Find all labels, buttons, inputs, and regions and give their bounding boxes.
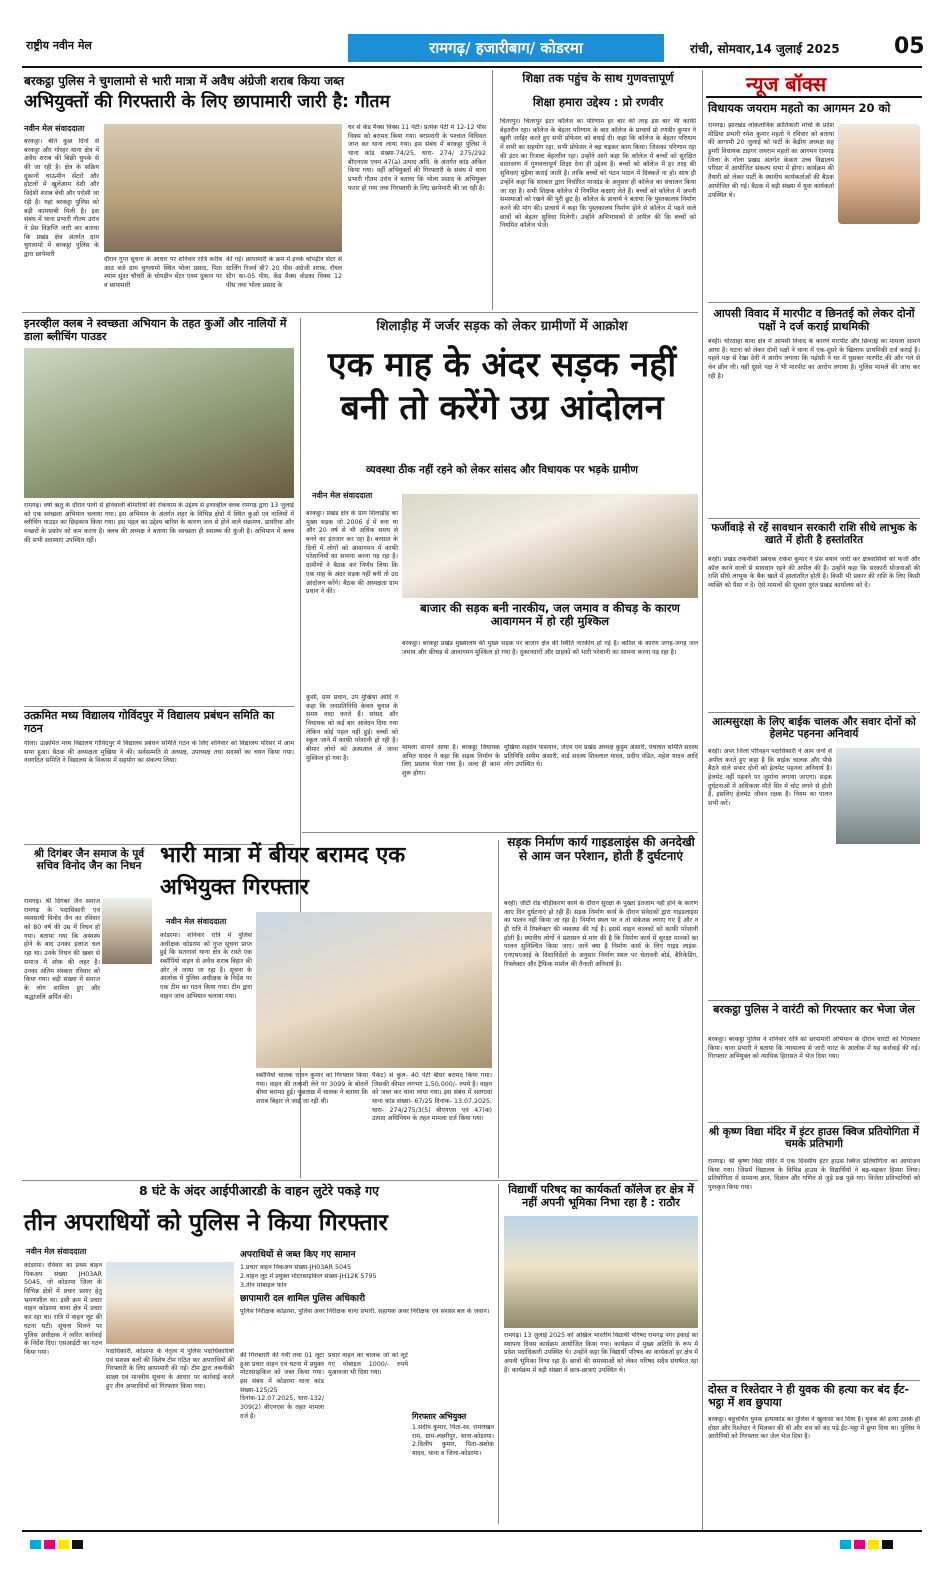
seized-item: 2.वाहन लूट में प्रयुक्त मोटरसाइकिल संख्या-JH12K 5795 [240, 1273, 377, 1280]
mla-portrait-photo [838, 124, 920, 224]
print-color-swatch [882, 1540, 893, 1549]
liquor-col3: की गई। छापामारी के क्रम में इनके चोपड़ीन सेंटर से स्टर्लिंग रिजर्व बी7 20 पीस अंग्रेजी शराब, रॉयल स्टैग का-05 पीस, केंड मैक्स वोडका विक्स 12 पीस तथा भोला प्रसाद के [226, 256, 342, 290]
print-color-swatch [868, 1540, 879, 1549]
helmet-rider-photo [836, 748, 920, 844]
item-divider [708, 1122, 920, 1123]
print-color-swatch [854, 1540, 865, 1549]
section-divider [22, 1180, 698, 1181]
robbers-col4: प्रचार वाहन का चालक जो को लूटे गए मोबाइल 1000/- रुपये मुआवजा भी दिया गया। [328, 1352, 408, 1377]
guidelines-body: बरही। जीटी रोड चौड़ीकरण कार्य के दौरान सुरक्षा के पुख्ता इंतजाम नहीं होने के कारण आए दिन दुर्घटनाएं हो रही हैं। सड़क निर्माण कार्य के दौरान संवेदकों द्वारा गाइडलाइंस का पालन नहीं किया जा रहा है। निर्माण स्थल पर न तो संकेतक लगाए गए हैं और न ही रात्रि में रिफ्लेक्टर की व्यवस्था की गई है। इससे वाहन चालकों को काफी परेशानी होती है। स्थानीय लोगों ने प्रशासन से मांग की है कि निर्माण कार्य में सुरक्षा मानकों का पालन सुनिश्चित किया जाए। जानें क्या है निर्माण कार्य के लिए गाइड लाइंस: एनएचएआई के दिशानिर्देशों के अनुसार निर्माण स्थल पर चेतावनी बोर्ड, बैरिकेडिंग, रिफ्लेक्टर और ट्रैफिक मार्शल की तैनाती अनिवार्य है। [504, 900, 698, 968]
road-headline: एक माह के अंदर सड़क नहीं बनी तो करेंगे उग्र आंदोलन [327, 345, 677, 428]
newsbox-item-headline: विधायक जयराम महतो का आगमन 20 को [708, 101, 891, 115]
item-divider [708, 712, 920, 713]
cleanliness-drive-photo [24, 348, 294, 498]
news-box-title: न्यूज बॉक्स [746, 72, 827, 96]
newsbox-item-body: रामगढ़। श्री कृष्ण विद्या मंदिर में एक दिवसीय इंटर हाउस क्विज प्रतियोगिता का आयोजन किया गया। जिसमें विद्यालय के विभिन्न हाउस के विद्यार्थियों ने बढ़-चढ़कर हिस्सा लिया। प्रतियोगिता में सामान्य ज्ञान, विज्ञान और गणित से जुड़े प्रश्न पूछे गए। विजेता प्रतिभागियों को पुरस्कृत किया गया। [708, 1158, 920, 1192]
liquor-col1: बरकट्ठा। बीते कुछ दिनों से बरकट्ठा और गोरहर थाना क्षेत्र में अवैध शराब की बिक्री चुपके से की जा रही है। क्षेत्र के सक्रिय दुकानों चाऊमीन सेंटरों और होटलों में खुलेआम देशी और विदेशी शराब बेची और परोसी जा रही है। यहां बरकट्ठा पुलिस को बड़ी कामयाबी मिली है। इस संबंध में थाना प्रभारी गौतम उरांव ने प्रेस विज्ञप्ति जारी कर बताया कि प्रखंड क्षेत्र अंतर्गत ग्राम चुगलामो में बरकट्ठा पुलिस के द्वारा छापेमारी [24, 138, 99, 258]
liquor-seizure-photo [104, 124, 342, 252]
market-road-caption: बाजार की सड़क बनी नारकीय, जल जमाव व कीचड़ के कारण आवागमन में हो रही मुश्किल [420, 601, 680, 629]
beer-col1: कोडरमा। शनिवार रात्रि में पुलिस अधीक्षक कोडरमा को गुप्त सूचना प्राप्त हुई कि सतगावां थाना क्षेत्र के रास्ते एक स्कॉर्पियो वाहन से अवैध शराब बिहार की ओर ले जाया जा रहा है। सूचना के आलोक में पुलिस अधीक्षक के निर्देश पर एक टीम का गठन किया गया। टीम द्वारा वाहन जांच अभियान चलाया गया। [160, 932, 252, 1000]
arrested-title: गिरफ्तार अभियुक्त [412, 1412, 467, 1421]
column-divider [498, 1184, 499, 1524]
guidelines-headline: सड़क निर्माण कार्य गाइडलाइंस की अनदेखी से आम जन परेशान, होती हैं दुर्घटनाएं [507, 835, 695, 863]
item-divider [24, 706, 294, 707]
robbers-headline: तीन अपराधियों को पुलिस ने किया गिरफ्तार [24, 1210, 388, 1236]
market-road-caption-body: बरकट्ठा। बरकट्ठा प्रखंड मुख्यालय की मुख्य सड़क पर बाजार क्षेत्र की स्थिति नारकीय हो गई है। बारिश के कारण जगह-जगह जल जमाव और कीचड़ से आवागमन मुश्किल हो गया है। दुकानदारों और ग्राहकों को भारी परेशानी का सामना करना पड़ रहा है। [402, 640, 698, 656]
masthead-rule [22, 66, 922, 68]
road-kicker: शिलाड़ीह में जर्जर सड़क को लेकर ग्रामीणों में आक्रोश [376, 319, 628, 334]
beer-byline: नवीन मेल संवाददाता [166, 917, 227, 926]
obituary-portrait-photo [102, 898, 152, 964]
beer-headline: भारी मात्रा में बीयर बरामद एक अभियुक्त गिरफ्तार [160, 843, 406, 900]
seized-beer-cartons-photo [256, 912, 492, 1068]
print-color-swatch [30, 1540, 41, 1549]
obituary-kicker: श्री दिगंबर जैन समाज के पूर्व सचिव विनोद जैन का निधन [33, 848, 145, 873]
newsbox-item-headline: दोस्त व रिश्तेदार ने ही युवक की हत्या कर बंद ईंट-भट्ठा में शव छुपाया [708, 1383, 910, 1409]
newsbox-item-body: बरही। अपर जिला परिवहन पदाधिकारी ने आम जनों से अपील करते हुए कहा है कि बाईक चालक और पीछे बैठने वाले सवार दोनों को हेलमेट पहनना अनिवार्य है। हेलमेट नहीं पहनने पर जुर्माना लगाया जाएगा। सड़क दुर्घटनाओं में अधिकतर मौतें सिर में चोट लगने से होती हैं, इसलिए हेलमेट जीवन रक्षक है। नियम का पालन सभी करें। [708, 748, 832, 808]
education-body: चितरपुर। चितरपुर इंटर कॉलेज का परिणाम हर बार की तरह इस बार भी काफी बेहतरीन रहा। कॉलेज के बेहतर परिणाम के बाद कॉलेज के प्राचार्य प्रो रणवीर कुमार ने खुशी जाहिर करते हुए सभी प्रोफेसर को बधाई दी। कहा कि कॉलेज के बेहतर परिणाम में सभी का सहयोग रहा, सभी प्रोफेसर ने बढ़ चढ़कर काम किया। जिसका परिणाम रहा की इंटर का रिजल्ट बेहतरीन रहा। उन्होंने आगे कहा कि कॉलेज में बच्चों को सुरक्षित वातावरण में गुणवत्तापूर्ण शिक्षा देना ही उद्देश्य है। बच्चों को कॉलेज में हर तरह की सुविधाएं मुहैया कराई जाती है। ताकि बच्चों को पठन पाठन में दिक्कतें ना हो। साथ ही उन्होंने कहा कि सरकार द्वारा निर्धारित मापदंड के अनुसार ही कॉलेज का संचालन किया जा रहा है। सभी शिक्षक कॉलेज में नियमित कक्षाएं लेते हैं। बच्चों को कॉलेज में अपनी समस्याओं को रखने की पूरी छूट है। कॉलेज के प्राचार्य ने बताया कि पुस्तकालय निर्माण करने की मांग की। प्राचार्य ने कहा कि पुस्तकालय निर्माण होने से कॉलेज में पढ़ने वाले छात्रों को बेहतर सुविधा मिलेगी। उन्होंने अभिभावकों से अपील की कि बच्चों को नियमित कॉलेज भेजें। [500, 118, 696, 230]
masthead [22, 32, 925, 66]
arrested-body: 1.संदीप कुमार, पिता-स्व. रामलखन राम, ग्राम-लक्ष्मीपुर, थाना-कोडरमा। 2.दिलीप कुमार, पिता-अशोक यादव, थाना व जिला-कोडरमा। [412, 1424, 494, 1458]
villagers-meeting-photo [402, 494, 698, 598]
road-col4: मुखिया सहदेव पासवान, जेएम एम प्रखंड अध्यक्ष कुड़ुम अंसारी, पंचायत समिति सदस्य प्रतिनिधि समीम अंसारी, वार्ड सदस्य शिवलाल यादव, प्रदीप पंडित, महेश यादव आदि लोग उपस्थित थे। [504, 744, 698, 769]
robbers-col1: कोडरमा। रविवार का प्रथम बाहन पिकअप संख्या JH03AR 5045, जो कोडरमा जिला के विभिन्न क्षेत्रों में प्रचार प्रसार हेतु भ्रमणशील था। इसी क्रम में प्रचार वाहन कोडरमा थाना क्षेत्र में प्रचार कर रहा था। रात्रि में वाहन लूट की घटना घटी। सूचना मिलने पर पुलिस अधीक्षक ने त्वरित कार्रवाई के निर्देश दिए। एसआईटी का गठन किया गया। [24, 1262, 102, 1356]
newsbox-item-body: बरही। चोरदाहा थाना क्षेत्र में आपसी विवाद के कारण मारपीट और छिनतई का मामला सामने आया है। घटना को लेकर दोनों पक्षों ने थाना में एक-दूसरे के खिलाफ प्राथमिकी दर्ज कराई है। पहले पक्ष से रेखा देवी ने आरोप लगाया कि पड़ोसी ने घर में घुसकर मारपीट की और गले से चेन छीन ली। वहीं दूसरे पक्ष ने भी मारपीट का आरोप लगाया है। पुलिस मामले की जांच कर रही है। [708, 338, 920, 380]
column-divider [492, 70, 493, 310]
road-byline: नवीन मेल संवाददाता [312, 491, 373, 500]
print-color-swatch [840, 1540, 851, 1549]
edition-date: रांची, सोमवार,14 जुलाई 2025 [690, 42, 840, 56]
education-kicker: शिक्षा तक पहुंच के साथ गुणवत्तापूर्ण [522, 71, 674, 85]
newsbox-item-body: बरकट्ठा। बरकट्ठा पुलिस ने शनिवार रात्रि को छापामारी अभियान के दौरान वारंटी को गिरफ्तार किया। थाना प्रभारी ने बताया कि न्यायालय से जारी वारंट के आलोक में यह कार्रवाई की गई। गिरफ्तार अभियुक्त को न्यायिक हिरासत में भेज दिया गया। [708, 1036, 920, 1061]
liquor-headline: अभियुक्तों की गिरफ्तारी के लिए छापामारी जारी है: गौतम [24, 92, 390, 112]
school-kicker: उत्क्रमित मध्य विद्यालय गोविंदपुर में विद्यालय प्रबंधन समिति का गठन [24, 709, 275, 735]
print-color-swatch [72, 1540, 83, 1549]
item-divider [708, 302, 920, 303]
road-col2: कुर्सी, ग्राम प्रधान, उप मुखिया आदि ने कहा कि जनप्रतिनिधि केवल चुनाव के समय वादा करते हैं। सांसद और विधायक को कई बार आवेदन दिया गया लेकिन कोई पहल नहीं हुई। बच्चों को स्कूल जाने में काफी परेशानी हो रही है। बीमार लोगों को अस्पताल ले जाना मुश्किल हो गया है। [306, 694, 398, 762]
item-divider [708, 518, 920, 519]
newsbox-item-headline: बरकट्ठा पुलिस ने वारंटी को गिरफ्तार कर भेजा जेल [713, 1003, 915, 1016]
section-divider [302, 832, 698, 833]
liquor-col4: घर से केंड मैक्स विक्स 11 पेटी। प्रत्येक पेटी में 12-12 पीस विक्स को बरामद किया गया। बरामदगी के पश्चात विधिवत जप्त कर थाना लाया गया। इस संबंध में बरकट्ठा पुलिस ने थाना कांड संख्या-74/25, धारा- 274/ 275/292 बीएनएस एवम 47(a) उत्पाद अधि. के अंतर्गत कांड अंकित किया गया। वहीं अभियुक्तों की गिरफ्तारी के संबंध में थाना प्रभारी गौतम उरांव ने बताया कि भोला प्रसाद के अभियुक्त फरार हो गया तथा गिरफ्तारी के लिए छापेमारी की जा रही है। [348, 124, 486, 192]
newsbox-item-body: रामगढ़। झारखंड लोकतांत्रिक क्रांतिकारी मोर्चा के प्रदेश मीडिया प्रभारी रमेश कुमार महतो ने रविवार को बताया की आगामी 20 जुलाई को पार्टी के केंद्रीय अध्यक्ष सह डुमरी विधायक टाइगर जयराम महतो का आगमन रामगढ़ जिला के गोला प्रखंड अंतर्गत केकरा उच्च विद्यालय परिसर में आयोजित संकल्प सभा में होगा। कार्यक्रम की तैयारी को लेकर पार्टी के स्थानीय कार्यकर्ताओं की बैठक आयोजित की गई। बैठक में बड़ी संख्या में युवा कार्यकर्ता उपस्थित थे। [708, 122, 834, 199]
students-headline: विद्यार्थी परिषद का कार्यकर्ता कॉलेज हर क्षेत्र में नहीं अपनी भूमिका निभा रहा है : राठौर [508, 1183, 694, 1209]
robbers-kicker: 8 घंटे के अंदर आईपीआरडी के वाहन लुटेरे पकड़े गए [138, 1183, 380, 1198]
newsbox-item-body: बरही। प्रखंड तकनीकी प्रबंधक राकेश कुमार ने प्रेस बयान जारी कर क्षेत्रवासियों को फर्जी और कॉल करने वालों से सावधान रहने की अपील की है। उन्होंने कहा कि सरकारी योजनाओं की राशि सीधे लाभुक के बैंक खाते में हस्तांतरित होती है। किसी भी प्रकार की राशि के लिए किसी व्यक्ति को पैसा न दें। ऐसे मामलों की सूचना तुरंत प्रखंड कार्यालय को दें। [708, 556, 920, 590]
newsbox-item-headline: श्री कृष्ण विद्या मंदिर में इंटर हाउस क्विज प्रतियोगिता में चमके प्रतिभागी [708, 1126, 920, 1151]
newsbox-item-headline: आत्मसुरक्षा के लिए बाईक चालक और सवार दोनों को हेलमेट पहनना अनिवार्य [712, 716, 916, 741]
school-body: गोला। उत्क्रमित मध्य विद्यालय गोविंदपुर में विद्यालय प्रबंधन समिति गठन के लिए शनिवार को विद्यालय परिसर में आम सभा हुआ। बैठक की अध्यक्षता मुखिया ने की। सर्वसम्मति से अध्यक्ष, उपाध्यक्ष तथा सदस्यों का चयन किया गया। नवगठित समिति ने विद्यालय के विकास में सहयोग का संकल्प लिया। [24, 740, 294, 765]
robbers-col2: पदाधिकारी, कोडरमा के नेतृत्व में पुलिस पदाधिकारियों एवं सशस्त्र बलों की विशेष टीम गठित कर अपराधियों की गिरफ्तारी के लिए छापामारी की गई। टीम द्वारा तकनीकी साक्ष्य एवं मानवीय सूचना के आधार पर कार्रवाई करते हुए तीन अपराधियों को गिरफ्तार किया गया। [106, 1348, 234, 1390]
robbers-byline: नवीन मेल संवाददाता [26, 1247, 87, 1256]
seized-vehicle-photo [106, 1262, 234, 1344]
road-col3: मामला सामने आया है। बरकट्ठा विधायक अमित यादव ने कहा कि सड़क निर्माण के लिए प्रस्ताव भेजा गया है। जल्द ही काम शुरू होगा। [402, 744, 500, 778]
newsbox-item-headline: फर्जीवाड़े से रहें सावधान सरकारी राशि सीधे लाभुक के खाते में होती है हस्तांतरित [711, 522, 917, 547]
newspaper-brand: राष्ट्रीय नवीन मेल [26, 39, 92, 52]
raid-team-body: पुलिस निरीक्षक कोडरमा, पुलिस अवर निरीक्षक थाना प्रभारी, सहायक अवर निरीक्षक एवं सशस्त्र बल के जवान। [240, 1308, 490, 1315]
road-col1: बरकट्ठा। प्रखंड क्षेत्र के ग्राम शिलाड़ीह का मुख्य सड़क जो 2006 ई में बना था और 20 वर्ष से भी अधिक समय से बनने का इंतजार कर रहा है। बरसात के दिनों में लोगों को आवागमन में काफी परेशानियों का सामना करना पड़ रहा है। ग्रामीणों ने बैठक कर निर्णय लिया कि एक माह के अंदर सड़क नहीं बनी तो उग्र आंदोलन करेंगे। बैठक की अध्यक्षता ग्राम प्रधान ने की। [306, 510, 398, 596]
beer-col3: पैकेट) से कुल- 40 पेटी बीयर बरामद किया गया। जिसकी कीमत लगभग 1,50,000/- रुपये है। वाहन को जब्त कर थाना लाया गया। इस संबंध में सतगावां थाना कांड संख्या- 67/25 दिनांक- 13.07.2025, धारा- 274/275/3(5) बीएनएस एवं 47(क) उत्पाद अधिनियम के तहत मामला दर्ज किया गया। [372, 1072, 492, 1123]
section-divider [22, 312, 698, 313]
liquor-kicker: बरकट्ठा पुलिस ने चुगलामो से भारी मात्रा में अवैध अंग्रेजी शराब किया जब्त [24, 74, 345, 88]
print-color-swatch [58, 1540, 69, 1549]
page-number: 05 [894, 34, 925, 59]
item-divider [708, 1380, 920, 1381]
seized-items-title: अपराधियों से जब्त किए गए सामान [240, 1250, 356, 1260]
raid-team-title: छापामारी दल शामिल पुलिस अधिकारी [240, 1294, 366, 1304]
robbers-col3: की गिरफ्तारी की गयी तथा 01 लूटा हुआ प्रचार वाहन एवं घटना में प्रयुक्त मोटरसाइकिल को जब्त किया गया। इस संबंध में कोडरमा थाना कांड संख्या-125/25 दिनांक-12.07.2025, धारा-132/ 309(2) बीएनएस के तहत मामला दर्ज है। [240, 1352, 324, 1420]
page-section-banner: रामगढ़/ हजारीबाग/ कोडरमा [348, 34, 664, 62]
education-headline: शिक्षा हमारा उद्देश्य : प्रो रणवीर [532, 95, 664, 109]
column-divider [498, 840, 499, 1178]
obituary-body: रामगढ़। श्री दिगंबर जैन समाज रामगढ़ के पदाधिकारी एवं व्यवसायी विनोद जैन का रविवार को 80 वर्ष की उम्र में निधन हो गया। बताया गया कि अस्वस्थ होने के बाद उनका इलाज चल रहा था। उनके निधन की खबर से समाज में शोक की लहर है। उनका अंतिम संस्कार रविवार को किया गया। बड़ी संख्या में समाज के लोग शामिल हुए और श्रद्धांजलि अर्पित की। [24, 898, 100, 1001]
news-box-header [706, 70, 922, 94]
news-box-rule [706, 96, 922, 98]
column-divider [702, 70, 703, 1530]
newsbox-item-body: बरकट्ठा। बहुचर्चित युवक हत्याकांड का पुलिस ने खुलासा कर दिया है। युवक की हत्या उसके ही दोस्त और रिश्तेदार ने मिलकर की थी और शव को बंद पड़े ईंट-भट्ठा में छुपा दिया था। पुलिस ने आरोपियों को गिरफ्तार कर जेल भेज दिया है। [708, 1416, 920, 1441]
road-subhead: व्यवस्था ठीक नहीं रहने को लेकर सांसद और विधायक पर भड़के ग्रामीण [366, 464, 638, 476]
footer-rule [22, 1530, 922, 1532]
liquor-col2: दौरान गुप्त सूचना के आधार पर शनिवार रात्रि करीब आठ बजे ग्राम चुगलामो स्थित भोला प्रसाद, पिता श्याम सुंदर चौधरी के चोपड़ीन सेंटर एवम दुकान पर व छापामारी [104, 256, 222, 290]
liquor-byline: नवीन मेल संवाददाता [24, 124, 85, 133]
beer-col2: स्कॉर्पियो चालक राजन कुमार को गिरफ्तार किया गया। वाहन की तलाशी लेने पर 3099 के बोतलें बीयर बरामद हुई। पूछताछ में चालक ने बताया कि शराब बिहार ले जाई जा रही थी। [256, 1072, 368, 1106]
print-color-swatch [44, 1540, 55, 1549]
cleanliness-kicker: इनरव्हील क्लब ने स्वच्छता अभियान के तहत कुओं और नालियों में डाला ब्लीचिंग पाउडर [24, 317, 287, 343]
newsbox-item-headline: आपसी विवाद में मारपीट व छिनतई को लेकर दोनों पक्षों ने दर्ज कराई प्राथमिकी [713, 307, 915, 333]
seized-item: 3.तीन मोबाइल फोन [240, 1282, 287, 1289]
students-group-photo [504, 1216, 698, 1328]
cleanliness-body: रामगढ़। वर्षा ऋतु के दौरान पानी से होनेवाली बीमारियों की रोकथाम के उद्देश्य से इनरव्हील क्लब रामगढ़ द्वारा 13 जुलाई को एक स्वच्छता अभियान चलाया गया। इस अभियान के अंतर्गत शहर के विभिन्न क्षेत्रों में स्थित कुओं एवं नालियों में ब्लीचिंग पाउडर का छिड़काव किया गया। इस पहल का उद्देश्य बारिश के कारण जल से होने वाले संक्रमण, डायरिया और मच्छरों के प्रकोप को कम करना है। क्लब की अध्यक्ष ने बताया कि स्वच्छता ही स्वास्थ्य की कुंजी है। अभियान में क्लब की सभी सदस्याएं उपस्थित रहीं। [24, 502, 294, 544]
item-divider [708, 1000, 920, 1001]
students-body: रामगढ़। 13 जुलाई 2025 को अखिल भारतीय विद्यार्थी परिषद रामगढ़ नगर इकाई का स्थापना दिवस कार्यक्रम आयोजित किया गया। कार्यक्रम में मुख्य अतिथि के रूप में प्रदेश पदाधिकारी उपस्थित थे। उन्होंने कहा कि विद्यार्थी परिषद का कार्यकर्ता हर क्षेत्र में अपनी भूमिका निभा रहा है। छात्रों की समस्याओं को लेकर परिषद सदैव संघर्षरत रहा है। कार्यक्रम में बड़ी संख्या में छात्र-छात्राएं उपस्थित थे। [504, 1332, 698, 1374]
seized-item: 1.प्रचार वाहन पिकअप संख्या-JH03AR 5045 [240, 1264, 352, 1271]
